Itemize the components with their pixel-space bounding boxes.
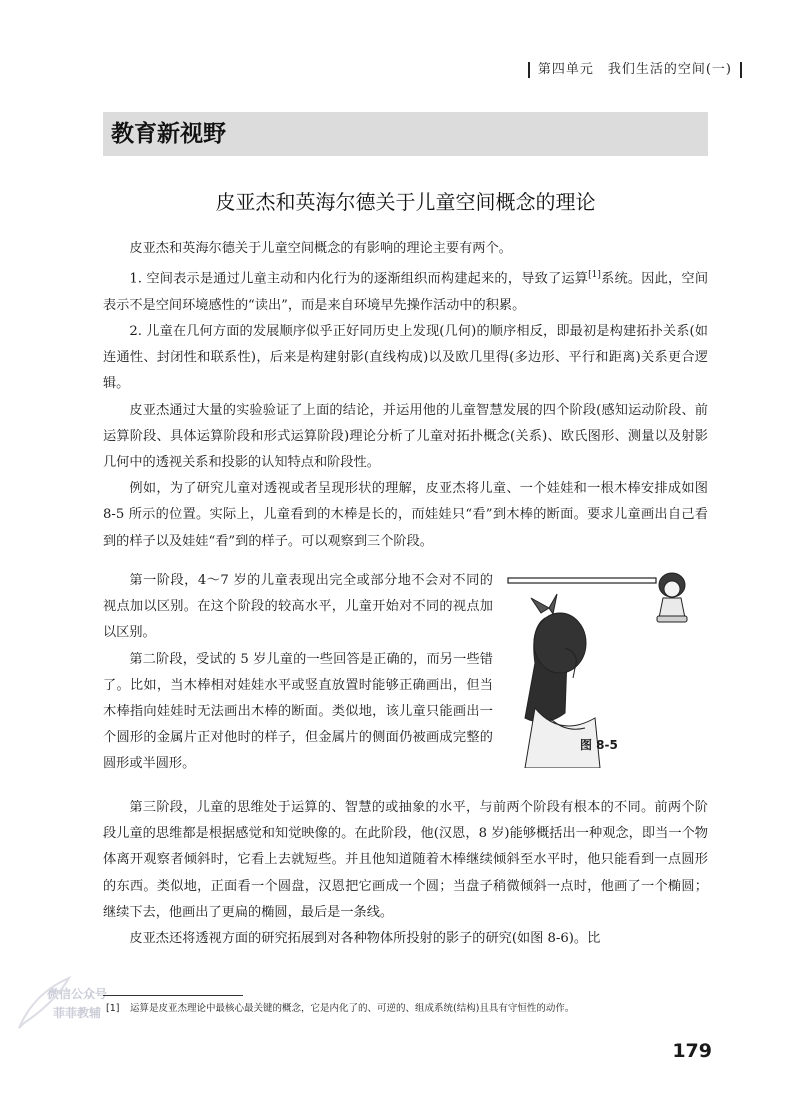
footnote [106,1001,710,1017]
watermark-line: 菲菲教辅 [52,1006,101,1020]
footnote-reference[interactable]: [1] [588,270,601,281]
watermark-line: 微信公众号 [46,987,107,1001]
paragraph: 1. 空间表示是通过儿童主动和内化行为的逐渐组织而构建起来的，导致了运算[1]系统。因此，空间表示不是空间环境感性的“读出”，而是来自环境早先操作活动中的积累。 [103,270,709,313]
paragraph: 第二阶段，受试的 5 岁儿童的一些回答是正确的，而另一些错了。比如，当木棒相对娃娃水平或竖直放置时能够正确画出，但当木棒指向娃娃时无法画出木棒的断面。类似地，该儿童只能画出一个圆形的金属片正对他时的样子，但金属片的侧面仍被画成完整的圆形或半圆形。 [103,651,493,772]
page-number: 179 [672,1040,712,1062]
doll [657,573,687,622]
figure-caption: 图 8-5 [580,738,618,752]
paragraph: 皮亚杰还将透视方面的研究拓展到对各种物体所投射的影子的研究(如图 8-6)。比 [129,931,601,947]
paragraph: 皮亚杰通过大量的实验验证了上面的结论，并运用他的儿童智慧发展的四个阶段(感知运动阶段、前运算阶段、具体运算阶段和形式运算阶段)理论分析了儿童对拓扑概念(关系)、欧氏图形、测量以及射影几何中的透视关系和投影的认知特点和阶段性。 [103,402,708,471]
footnote-mark: [1] [106,1003,120,1014]
body-text-top [103,236,708,555]
body-text-bottom [103,795,708,952]
feather-pen-icon [14,973,74,1033]
paragraph: 皮亚杰和英海尔德关于儿童空间概念的有影响的理论主要有两个。 [129,241,512,256]
article-title: 皮亚杰和英海尔德关于儿童空间概念的理论 [215,190,596,214]
body-text-mid [103,568,493,778]
stick [508,578,656,583]
section-banner: 教育新视野 [103,112,708,156]
paragraph: 2. 儿童在几何方面的发展顺序似乎正好同历史上发现(几何)的顺序相反，即最初是构建拓扑关系(如连通性、封闭性和联系性)，后来是构建射影(直线构成)以及欧几里得(多边形、平行和距离)关系更合逻辑。 [103,324,708,392]
paragraph: 第三阶段，儿童的思维处于运算的、智慧的或抽象的水平，与前两个阶段有根本的不同。前两个阶段儿童的思维都是根据感觉和知觉映像的。在此阶段，他(汉恩，8 岁)能够概括出一种观念，即当一个物体离开观察者倾斜时，它看上去就短些。并且他知道随着木棒继续倾斜至水平时，他只能看到一点圆形的东西。类似地，正面看一个圆盘，汉恩把它画成一个圆；当盘子稍微倾斜一点时，他画了一个椭圆；继续下去，他画出了更扁的椭圆，最后是一条线。 [103,800,708,920]
running-header: 第四单元 我们生活的空间(一) [528,62,742,78]
paragraph: 第一阶段，4～7 岁的儿童表现出完全或部分地不会对不同的视点加以区别。在这个阶段的较高水平，儿童开始对不同的视点加以区别。 [103,573,493,641]
paragraph: 例如，为了研究儿童对透视或者呈现形状的理解，皮亚杰将儿童、一个娃娃和一根木棒安排成如图 8-5 所示的位置。实际上，儿童看到的木棒是长的，而娃娃只“看”到木棒的断面。要求儿童画出自己看到的样子以及娃娃“看”到的样子。可以观察到三个阶段。 [103,481,708,549]
footnote-divider [103,995,243,996]
footnote-text: 运算是皮亚杰理论中最核心最关键的概念，它是内化了的、可逆的、组成系统(结构)且具有守恒性的动作。 [130,1003,575,1014]
